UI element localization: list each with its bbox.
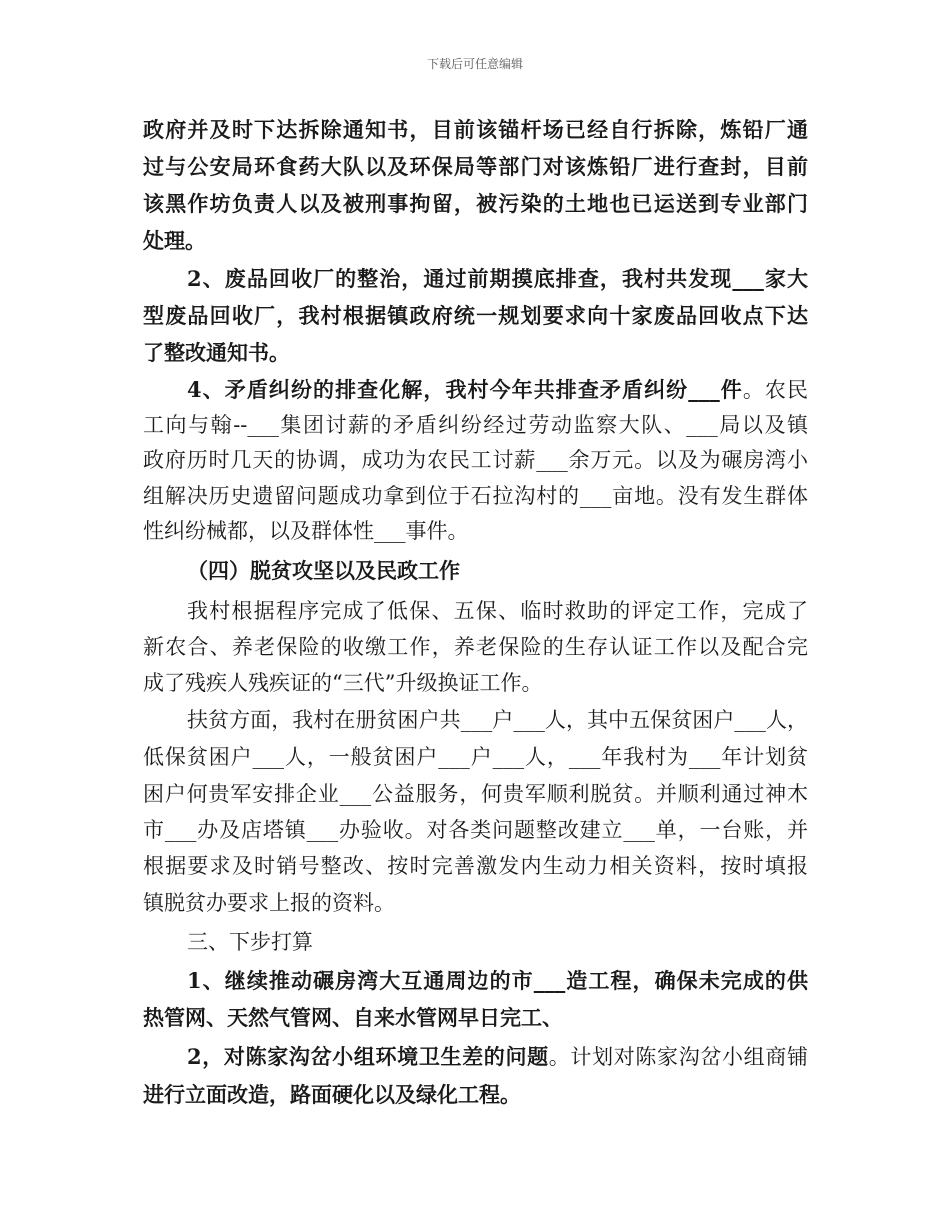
text-line: 根据要求及时销号整改、按时完善激发内生动力相关资料，按时填报 [143,854,808,878]
text-line: 扶贫方面，我村在册贫困户共___户___人，其中五保贫困户___人， [187,708,808,732]
text-line: 低保贫困户___人，一般贫困户___户___人，___年我村为___年计划贫 [143,745,808,769]
text-line: 2、废品回收厂的整治，通过前期摸底排查，我村共发现___家大 [187,266,808,291]
normal-run: 。计划对陈家沟岔小组商铺 [548,1045,808,1069]
text-line: 该黑作坊负责人以及被刑事拘留，被污染的土地也已运送到专业部门 [143,191,808,216]
text-line: 三、下步打算 [187,930,313,954]
text-line: 我村根据程序完成了低保、五保、临时救助的评定工作，完成了 [187,599,808,623]
text-line: （四）脱贫攻坚以及民政工作 [187,558,460,583]
text-line: 成了残疾人残疾证的“三代”升级换证工作。 [143,671,543,695]
text-line: 政府历时几天的协调，成功为农民工讨薪___余万元。以及为碾房湾小 [143,448,808,472]
text-line: 热管网、天然气管网、自来水管网早日完工、 [143,1005,563,1030]
text-line [187,375,808,405]
text-line: 政府并及时下达拆除通知书，目前该锚杆场已经自行拆除，炼铅厂通 [143,117,808,142]
normal-run: 。农民 [742,378,808,402]
text-line: 性纠纷械都，以及群体性___事件。 [143,519,469,543]
bold-run: 4、矛盾纠纷的排查化解，我村今年共排查矛盾纠纷___件 [187,377,743,402]
text-line: 组解决历史遗留问题成功拿到位于石拉沟村的___亩地。没有发生群体 [143,484,808,508]
text-line: 工向与翰--___集团讨薪的矛盾纠纷经过劳动监察大队、___局以及镇 [143,413,808,437]
text-line: 镇脱贫办要求上报的资料。 [143,891,395,915]
bold-run: 2，对陈家沟岔小组环境卫生差的问题 [187,1044,549,1069]
text-line: 处理。 [143,228,206,253]
text-line: 型废品回收厂，我村根据镇政府统一规划要求向十家废品回收点下达 [143,303,808,328]
text-line [187,1042,808,1072]
text-line: 过与公安局环食药大队以及环保局等部门对该炼铅厂进行查封，目前 [143,154,808,179]
text-line: 了整改通知书。 [143,340,290,365]
text-line: 进行立面改造，路面硬化以及绿化工程。 [143,1082,521,1107]
page-header-note: 下载后可任意编辑 [426,57,523,71]
text-line: 市___办及店塔镇___办验收。对各类问题整改建立___单，一台账，并 [143,818,808,842]
text-line: 新农合、养老保险的收缴工作，养老保险的生存认证工作以及配合完 [143,635,808,659]
text-line: 困户何贵军安排企业___公益服务，何贵军顺利脱贫。并顺利通过神木 [143,782,808,806]
text-line: 1、继续推动碾房湾大互通周边的市___造工程，确保未完成的供 [187,968,808,993]
